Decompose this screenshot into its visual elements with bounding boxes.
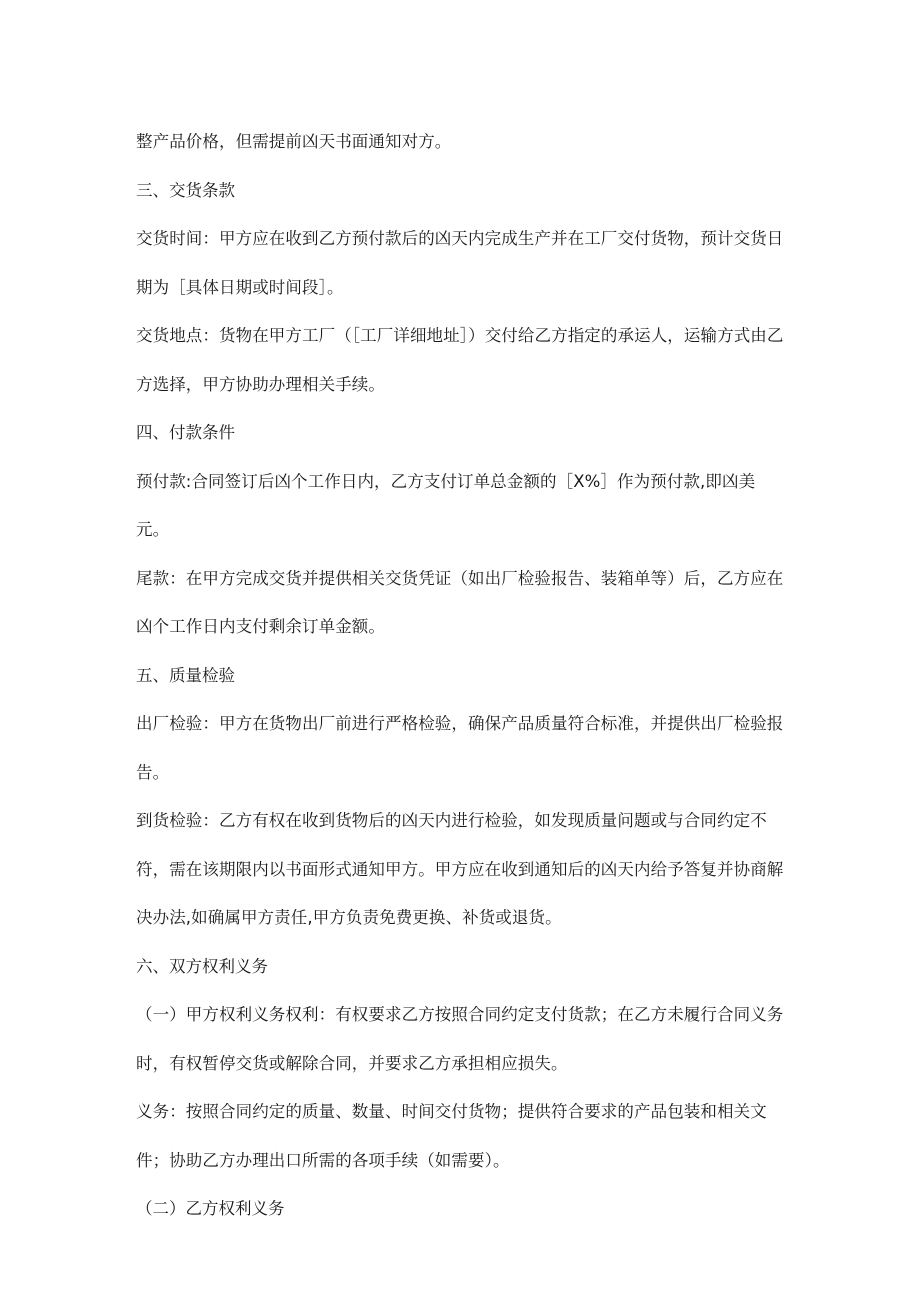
- paragraph-price-adjust: 整产品价格，但需提前凶天书面通知对方。: [136, 132, 452, 151]
- section-heading-delivery: 三、交货条款: [136, 180, 235, 200]
- paragraph-arrival-inspection: 到货检验：乙方有权在收到货物后的凶天内进行检验，如发现质量问题或与合同约定不符，需在该期限内以书面形式通知甲方。甲方应在收到通知后的凶天内给予答复并协商解决办法,如确属甲方责任,甲方负责免费更换、补货或退货。: [136, 811, 784, 927]
- section-heading-quality: 五、质量检验: [136, 665, 235, 685]
- section-heading-rights: 六、双方权利义务: [136, 956, 268, 976]
- section-heading-payment: 四、付款条件: [136, 423, 235, 442]
- document-body: [136, 118, 786, 1234]
- paragraph-delivery-time: 交货时间：甲方应在收到乙方预付款后的凶天内完成生产并在工厂交付货物，预计交货日期为［具体日期或时间段］。: [136, 229, 784, 297]
- subsection-heading-party-b: （二）乙方权利义务: [136, 1199, 285, 1218]
- paragraph-party-a-rights: （一）甲方权利义务权利：有权要求乙方按照合同约定支付货款；在乙方未履行合同义务时，有权暂停交货或解除合同，并要求乙方承担相应损失。: [136, 1005, 784, 1073]
- paragraph-prepayment: 预付款:合同签订后凶个工作日内，乙方支付订单总金额的［X%］作为预付款,即凶美元。: [136, 471, 756, 539]
- paragraph-party-a-obligations: 义务：按照合同约定的质量、数量、时间交付货物；提供符合要求的产品包装和相关文件；协助乙方办理出口所需的各项手续（如需要）。: [136, 1102, 767, 1170]
- paragraph-final-payment: 尾款：在甲方完成交货并提供相关交货凭证（如出厂检验报告、装箱单等）后，乙方应在凶个工作日内支付剩余订单金额。: [136, 568, 784, 636]
- paragraph-factory-inspection: 出厂检验：甲方在货物出厂前进行严格检验，确保产品质量符合标准，并提供出厂检验报告。: [136, 714, 784, 782]
- paragraph-delivery-place: 交货地点：货物在甲方工厂（［工厂详细地址］）交付给乙方指定的承运人，运输方式由乙方选择，甲方协助办理相关手续。: [136, 326, 784, 394]
